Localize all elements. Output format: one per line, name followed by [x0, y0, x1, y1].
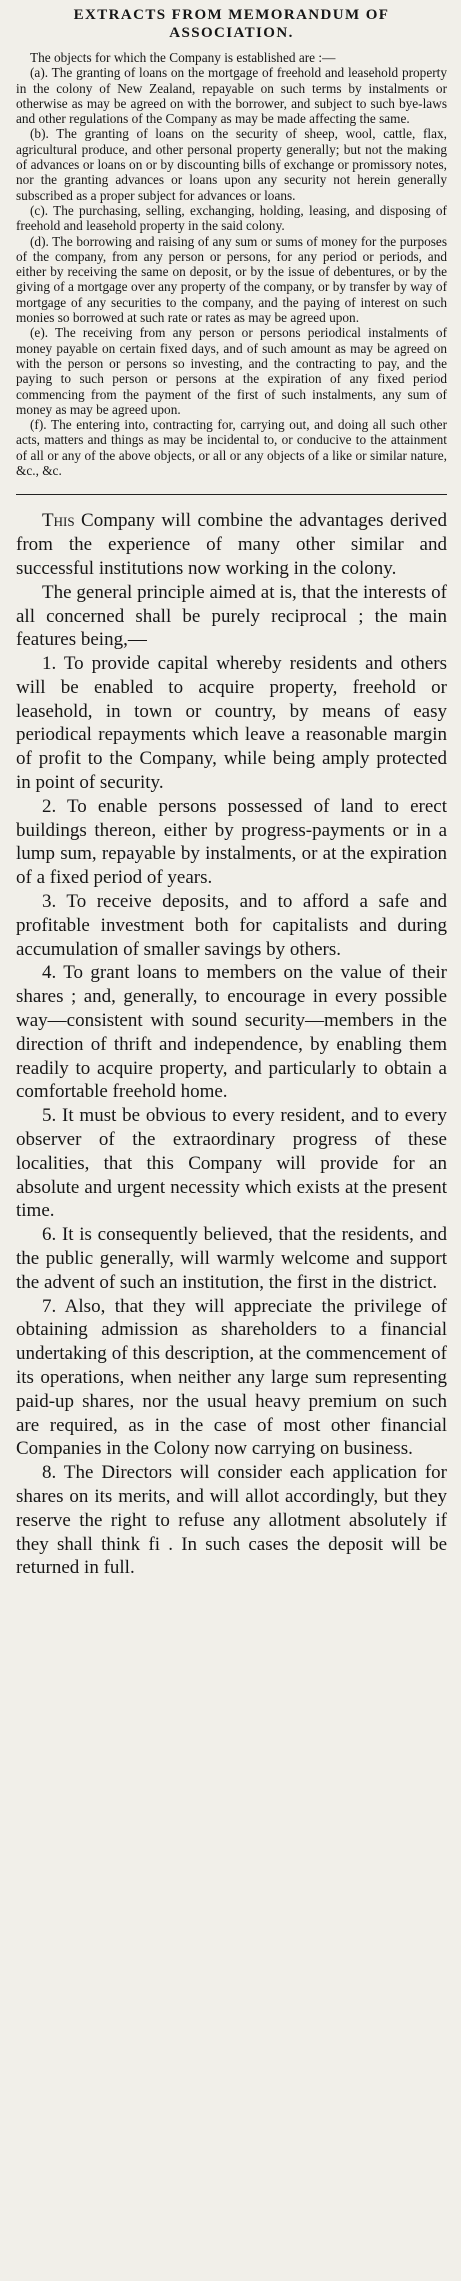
object-b: (b). The granting of loans on the security of sheep, wool, cattle, flax, agricultural produce, and other personal property generally; but not the making of advances or loans on or by discounting bills of exchange or promissory notes, nor the granting advances or loans upon any security not herein generally subscribed as a proper subject for advances or loans. [16, 126, 447, 203]
company-prospectus [16, 509, 447, 1580]
feature-5: 5. It must be obvious to every resident, and to every observer of the extraordinary progress of these localities, that this Company will provide for an absolute and urgent necessity which exists at the present time. [16, 1105, 447, 1222]
feature-4: 4. To grant loans to members on the value of their shares ; and, generally, to encourage in every possible way—consistent with sound security—members in the direction of thrift and independence, by enabling them readily to acquire property, and particularly to obtain a comfortable freehold home. [16, 962, 447, 1103]
intro-rest: Company will combine the advantages derived from the experience of many other similar and successful institutions now working in the colony. [16, 510, 447, 579]
object-c: (c). The purchasing, selling, exchanging, holding, leasing, and disposing of freehold and leasehold property in the said colony. [16, 202, 447, 234]
intro-paragraph [16, 509, 447, 580]
intro-lead-word: This [42, 510, 75, 532]
memorandum-title: EXTRACTS FROM MEMORANDUM OF ASSOCIATION. [73, 7, 390, 41]
feature-2: 2. To enable persons possessed of land to erect buildings thereon, either by progress-payments or in a lump sum, repayable by instalments, or at the expiration of a fixed period of years. [16, 795, 447, 889]
object-f: (f). The entering into, contracting for, carrying out, and doing all such other acts, matters and things as may be incidental to, or conducive to the attainment of all or any of the above objects, or all or any objects of a like or similar nature, &c., &c. [16, 417, 447, 479]
object-a: (a). The granting of loans on the mortgage of freehold and leasehold property in the colony of New Zealand, repayable on such terms by instalments or otherwise as may be agreed on with the borrower, and subject to such bye-laws and other regulations of the Company as may be made affecting the same. [16, 65, 447, 127]
feature-8: 8. The Directors will consider each application for shares on its merits, and will allot accordingly, but they reserve the right to refuse any allotment absolutely if they shall think fi . In such cases the deposit will be returned in full. [16, 1462, 447, 1579]
principle-paragraph: The general principle aimed at is, that the interests of all concerned shall be purely reciprocal ; the main features being,— [16, 581, 447, 651]
feature-6: 6. It is consequently believed, that the residents, and the public generally, will warmly welcome and support the advent of such an institution, the first in the district. [16, 1224, 447, 1293]
objects-intro: The objects for which the Company is established are :— [30, 50, 336, 65]
section-divider [16, 494, 447, 495]
feature-1: 1. To provide capital whereby residents and others will be enabled to acquire property, freehold or leasehold, in town or country, by means of easy periodical repayments which leave a reasonable margin of profit to the Company, while being amply protected in point of security. [16, 653, 447, 794]
objects-section [16, 50, 447, 478]
feature-7: 7. Also, that they will appreciate the privilege of obtaining admission as shareholders to a financial undertaking of this description, at the commencement of its operations, when neither any large sum representing paid-up shares, nor the usual heavy premium on such are required, as in the case of most other financial Companies in the Colony now carrying on business. [16, 1295, 447, 1460]
object-e: (e). The receiving from any person or persons periodical instalments of money payable on certain fixed days, and of such amount as may be agreed on with the person or persons so investing, and the contracting to pay, and the paying to such person or persons at the expiration of any fixed period commencing from the payment of the first of such instalments, any sum of money as may be agreed upon. [16, 325, 447, 417]
feature-3: 3. To receive deposits, and to afford a safe and profitable investment both for capitalists and during accumulation of smaller savings by others. [16, 891, 447, 960]
object-d: (d). The borrowing and raising of any sum or sums of money for the purposes of the company, from any person or persons, for any period or periods, and either by receiving the same on deposit, or by the issue of debentures, or by the giving of a mortgage over any property of the company, or by transfer by way of mortgage of any securities to the company, and the paying of interest on such monies so borrowed at such rate or rates as may be agreed upon. [16, 233, 447, 326]
